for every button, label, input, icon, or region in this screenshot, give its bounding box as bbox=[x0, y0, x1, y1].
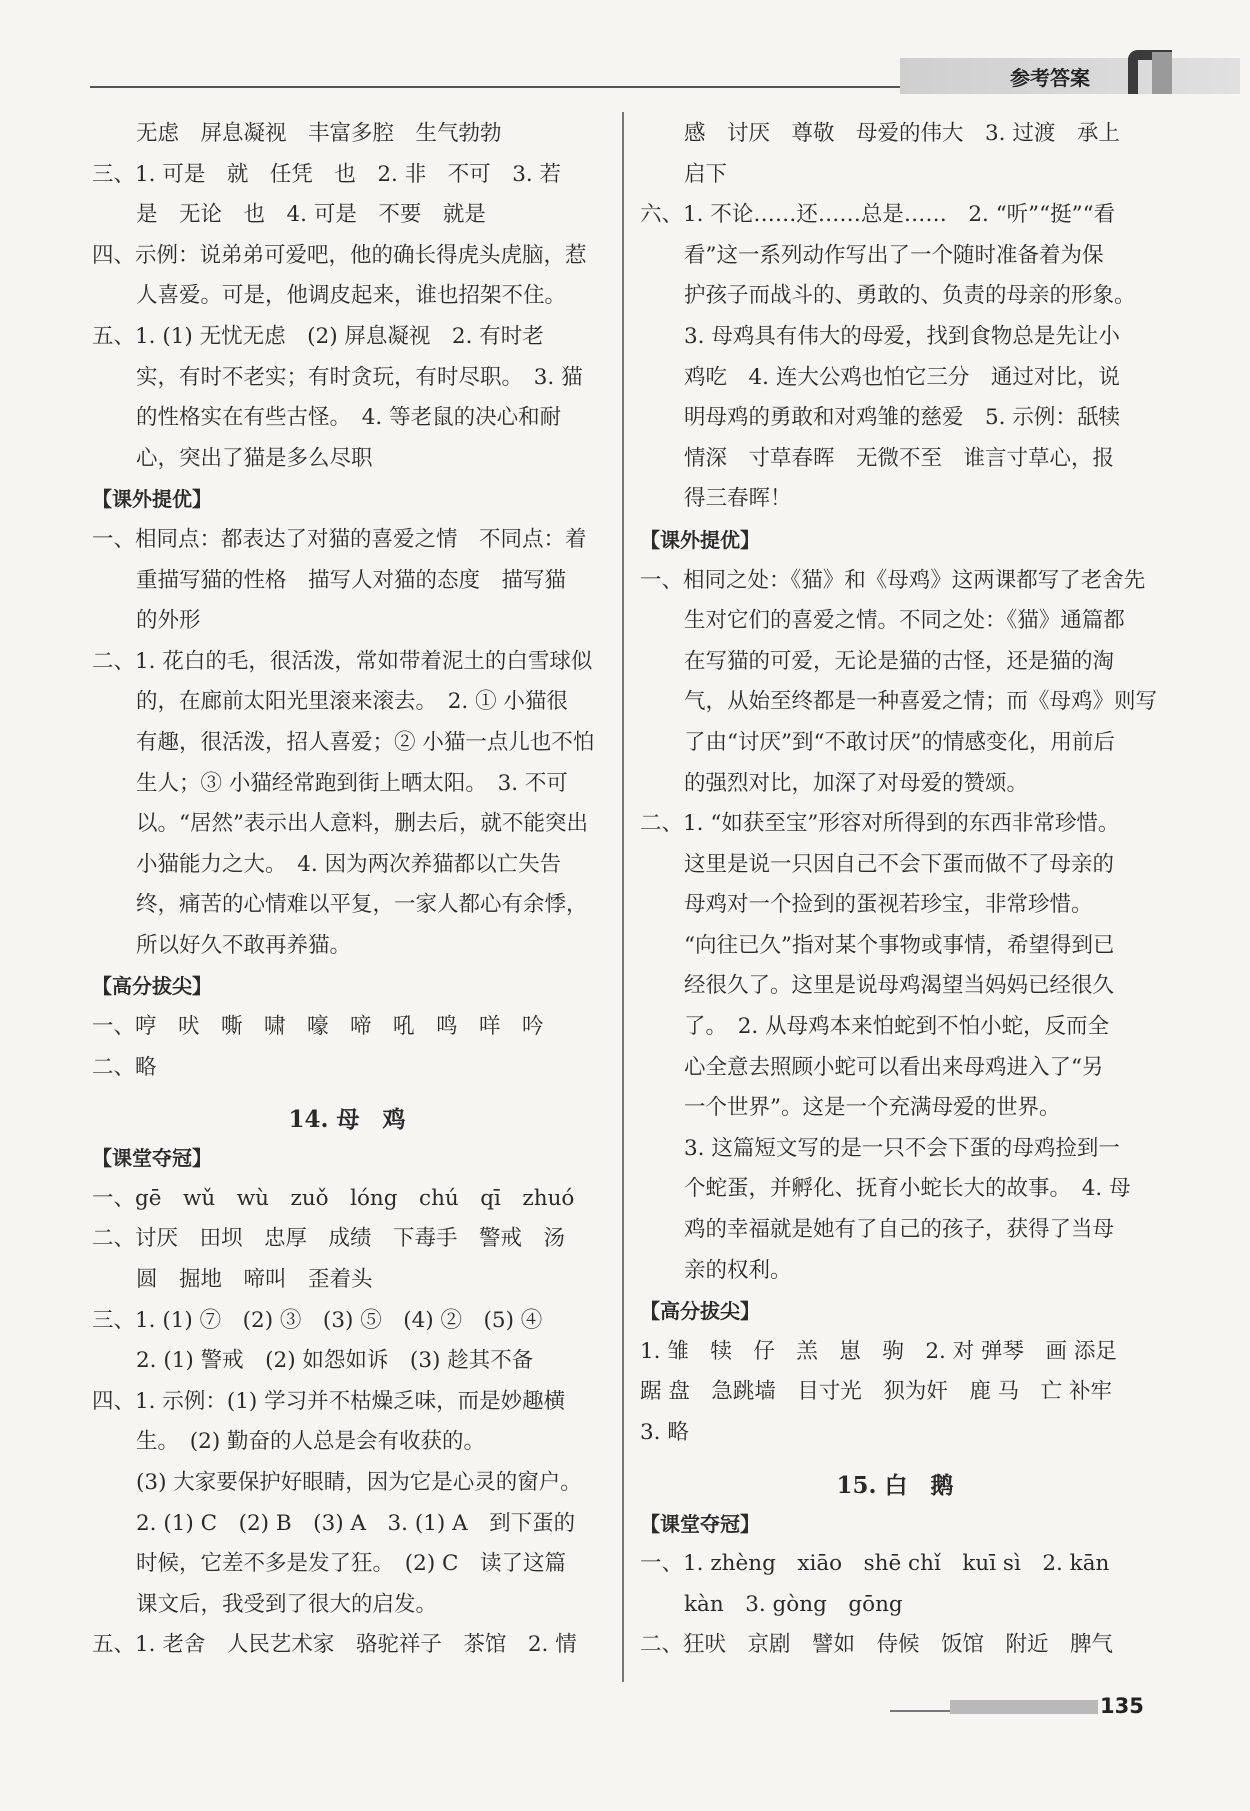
section-heading: 【高分拔尖】 bbox=[640, 1299, 760, 1324]
answer-line: 有趣，很活泼，招人喜爱；② 小猫一点儿也不怕 bbox=[136, 729, 595, 755]
corner-block-icon bbox=[1152, 52, 1172, 94]
answer-line: 生。 (2) 勤奋的人总是会有收获的。 bbox=[136, 1429, 486, 1455]
lesson-title: 15. 白 鹅 bbox=[836, 1471, 954, 1499]
answer-line: 二、狂吠 京剧 譬如 侍候 饭馆 附近 脾气 bbox=[640, 1632, 1114, 1658]
left-column bbox=[92, 114, 602, 1666]
answer-line: 2. (1) 警戒 (2) 如怨如诉 (3) 趁其不备 bbox=[136, 1348, 534, 1374]
header-label: 参考答案 bbox=[1010, 66, 1090, 90]
answer-line: 二、1. “如获至宝”形容对所得到的东西非常珍惜。 bbox=[640, 811, 1120, 837]
answer-line: 二、1. 花白的毛，很活泼，常如带着泥土的白雪球似 bbox=[92, 648, 593, 674]
answer-line: 一、哼 吠 嘶 啸 嚎 啼 吼 鸣 咩 吟 bbox=[92, 1014, 544, 1040]
answer-line: 亲的权利。 bbox=[684, 1257, 792, 1283]
answer-line: 心，突出了猫是多么尽职 bbox=[136, 445, 373, 471]
page-number: 135 bbox=[1100, 1694, 1144, 1718]
answer-line: 二、讨厌 田坝 忠厚 成绩 下毒手 警戒 汤 bbox=[92, 1226, 566, 1252]
answer-line: 无虑 屏息凝视 丰富多腔 生气勃勃 bbox=[136, 121, 502, 146]
answer-line: 重描写猫的性格 描写人对猫的态度 描写猫 bbox=[136, 567, 567, 593]
header-rule bbox=[90, 86, 900, 88]
answer-line: 时候，它差不多是发了狂。 (2) C 读了这篇 bbox=[136, 1551, 566, 1577]
answer-line: 所以好久不敢再养猫。 bbox=[136, 932, 352, 958]
answer-line: “向往已久”指对某个事物或事情，希望得到已 bbox=[684, 932, 1115, 958]
answer-line: 一、相同之处：《猫》和《母鸡》这两课都写了老舍先 bbox=[640, 567, 1146, 593]
answer-line: 得三春晖！ bbox=[684, 486, 792, 512]
answer-line: 一、gē wǔ wù zuǒ lóng chú qī zhuó bbox=[92, 1185, 575, 1211]
answer-line: 圆 掘地 啼叫 歪着头 bbox=[136, 1267, 373, 1293]
answer-line: 以。“居然”表示出人意料，删去后，就不能突出 bbox=[136, 811, 588, 837]
section-heading: 【课外提优】 bbox=[640, 527, 760, 552]
answer-line: 的强烈对比，加深了对母爱的赞颂。 bbox=[684, 770, 1029, 796]
answer-line: 明母鸡的勇敢和对鸡雏的慈爱 5. 示例：舐犊 bbox=[684, 405, 1120, 431]
answer-line: 四、示例：说弟弟可爱吧，他的确长得虎头虎脑，惹 bbox=[92, 242, 587, 268]
section-heading: 【课堂夺冠】 bbox=[92, 1146, 212, 1171]
answer-line: 踞 盘 急跳墙 目寸光 狈为奸 鹿 马 亡 补牢 bbox=[640, 1379, 1113, 1405]
answer-line: 的性格实在有些古怪。 4. 等老鼠的决心和耐 bbox=[136, 405, 562, 431]
lesson-title: 14. 母 鸡 bbox=[288, 1106, 406, 1134]
answer-line: 心全意去照顾小蛇可以看出来母鸡进入了“另 bbox=[684, 1054, 1104, 1080]
answer-line: 护孩子而战斗的、勇敢的、负责的母亲的形象。 bbox=[684, 283, 1136, 309]
answer-line: 生人；③ 小猫经常跑到街上晒太阳。 3. 不可 bbox=[136, 770, 568, 796]
answer-line: 鸡的幸福就是她有了自己的孩子，获得了当母 bbox=[684, 1217, 1115, 1243]
footer-rule bbox=[890, 1710, 950, 1712]
answer-line: 鸡吃 4. 连大公鸡也怕它三分 通过对比，说 bbox=[684, 364, 1120, 390]
answer-line: 小猫能力之大。 4. 因为两次养猫都以亡失告 bbox=[136, 851, 562, 877]
answer-line: 四、1. 示例：(1) 学习并不枯燥乏味，而是妙趣横 bbox=[92, 1388, 566, 1414]
answer-line: 个蛇蛋，并孵化、抚育小蛇长大的故事。 4. 母 bbox=[684, 1176, 1131, 1202]
answer-line: 一、相同点：都表达了对猫的喜爱之情 不同点：着 bbox=[92, 526, 587, 552]
answer-line: 的外形 bbox=[136, 608, 201, 634]
answer-line: 生对它们的喜爱之情。不同之处：《猫》通篇都 bbox=[684, 608, 1125, 634]
answer-line: (3) 大家要保护好眼睛，因为它是心灵的窗户。 bbox=[136, 1470, 582, 1495]
answer-line: 实，有时不老实；有时贪玩，有时尽职。 3. 猫 bbox=[136, 364, 583, 390]
answer-line: 经很久了。这里是说母鸡渴望当妈妈已经很久 bbox=[684, 973, 1115, 999]
answer-line: kàn 3. gòng gōng bbox=[684, 1591, 903, 1617]
answer-line: 3. 这篇短文写的是一只不会下蛋的母鸡捡到一 bbox=[684, 1135, 1120, 1161]
answer-line: 三、1. (1) ⑦ (2) ③ (3) ⑤ (4) ② (5) ④ bbox=[92, 1307, 543, 1333]
answer-line: 2. (1) C (2) B (3) A 3. (1) A 到下蛋的 bbox=[136, 1510, 576, 1536]
answer-line: 3. 略 bbox=[640, 1420, 689, 1445]
answer-line: 一、1. zhèng xiāo shē chǐ kuī sì 2. kān bbox=[640, 1551, 1110, 1577]
section-heading: 【课外提优】 bbox=[92, 487, 212, 512]
answer-line: 感 讨厌 尊敬 母爱的伟大 3. 过渡 承上 bbox=[684, 121, 1120, 146]
answer-line: 三、1. 可是 就 任凭 也 2. 非 不可 3. 若 bbox=[92, 161, 562, 187]
answer-line: 在写猫的可爱，无论是猫的古怪，还是猫的淘 bbox=[684, 648, 1115, 674]
section-heading: 【课堂夺冠】 bbox=[640, 1511, 760, 1536]
answer-line: 五、1. 老舍 人民艺术家 骆驼祥子 茶馆 2. 情 bbox=[92, 1632, 577, 1658]
answer-line: 看”这一系列动作写出了一个随时准备着为保 bbox=[684, 242, 1104, 268]
section-heading: 【高分拔尖】 bbox=[92, 974, 212, 999]
answer-line: 1. 雏 犊 仔 羔 崽 驹 2. 对 弹琴 画 添足 bbox=[640, 1338, 1117, 1364]
answer-line: 五、1. (1) 无忧无虑 (2) 屏息凝视 2. 有时老 bbox=[92, 323, 544, 349]
answer-line: 3. 母鸡具有伟大的母爱，找到食物总是先让小 bbox=[684, 323, 1120, 349]
answer-line: 人喜爱。可是，他调皮起来，谁也招架不住。 bbox=[136, 283, 567, 309]
answer-line: 气，从始至终都是一种喜爱之情；而《母鸡》则写 bbox=[684, 689, 1158, 715]
answer-line: 是 无论 也 4. 可是 不要 就是 bbox=[136, 202, 486, 228]
answer-line: 这里是说一只因自己不会下蛋而做不了母亲的 bbox=[684, 851, 1115, 877]
answer-line: 启下 bbox=[684, 161, 728, 187]
answer-line: 课文后，我受到了很大的启发。 bbox=[136, 1591, 438, 1617]
answer-line: 了由“讨厌”到“不敢讨厌”的情感变化，用前后 bbox=[684, 729, 1115, 755]
answer-line: 的，在廊前太阳光里滚来滚去。 2. ① 小猫很 bbox=[136, 689, 568, 715]
column-divider bbox=[622, 112, 624, 1682]
answer-line: 二、略 bbox=[92, 1054, 157, 1080]
footer-bar bbox=[950, 1700, 1098, 1714]
answer-line: 情深 寸草春晖 无微不至 谁言寸草心，报 bbox=[684, 445, 1115, 471]
answer-line: 了。 2. 从母鸡本来怕蛇到不怕小蛇，反而全 bbox=[684, 1014, 1110, 1040]
answer-line: 母鸡对一个捡到的蛋视若珍宝，非常珍惜。 bbox=[684, 892, 1093, 918]
answer-line: 一个世界”。这是一个充满母爱的世界。 bbox=[684, 1095, 1061, 1121]
answer-line: 六、1. 不论……还……总是…… 2. “听”“挺”“看 bbox=[640, 202, 1116, 228]
right-column bbox=[640, 114, 1158, 1666]
answer-line: 终，痛苦的心情难以平复，一家人都心有余悸， bbox=[136, 892, 588, 918]
